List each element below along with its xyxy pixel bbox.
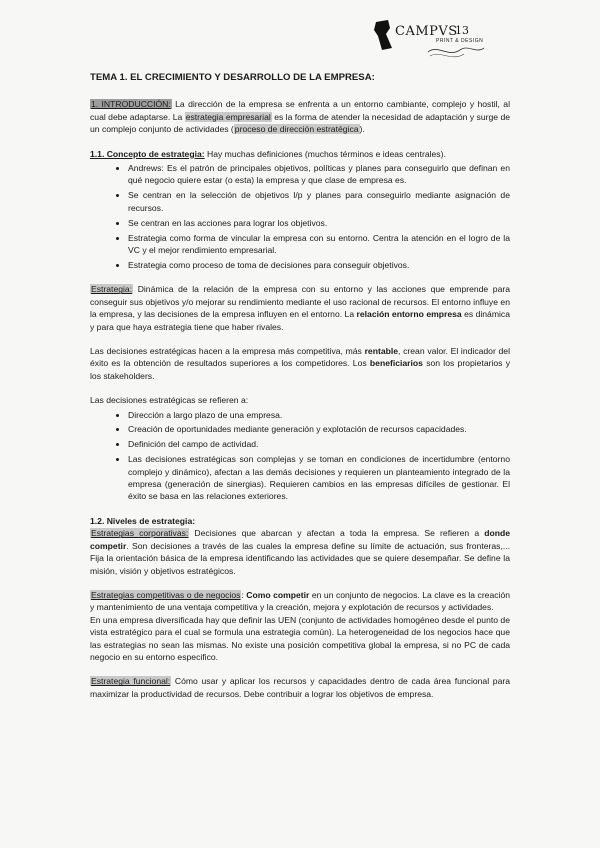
list-item: • Andrews: Es el patrón de principales objetivos, políticas y planes para conseguirlo que definan en qué negocio quiere estar (o esta) la empresa y que clase de empresa es. [128,162,510,187]
intro-text-3: ). [359,124,365,135]
competitive-section [90,589,510,663]
competitive-paragraph [90,589,510,614]
list-item: • Se centran en la selección de objetivos l/p y planes para conseguirlo mediante asignación de recursos. [128,189,510,214]
list-item: • Dirección a largo plazo de una empresa. [128,409,510,421]
functional-label: Estrategia funcional: [91,676,171,687]
functional-paragraph [90,675,510,700]
concept-list [90,162,510,271]
corporate-bold: donde competir [90,528,510,551]
competitive-paragraph-2: En una empresa diversificada hay que definir las UEN (conjunto de actividades homogéneo desde el punto de vista estratégico para el cual se formula una estrategia común). La heterogeneidad de los negocios hace que las estrategias no sean las mismas. No existe una posición competitiva global la empresa, si no PC de cada negocio en su entorno especifico. [90,614,510,662]
competitive-bold: Como competir [246,589,310,600]
definition-bold: relación entorno empresa [356,309,462,320]
definition-text-2: es dinámica y para que haya estrategia tiene que haber rivales. [90,309,510,332]
list-item: • Creación de oportunidades mediante generación y explotación de recursos capacidades. [128,423,510,435]
corporate-text: Decisiones que abarcan y afectan a toda la empresa. Se refieren a [189,528,485,539]
decisions-text: Las decisiones estratégicas hacen a la empresa más competitiva, más [90,345,365,356]
list-item: • Las decisiones estratégicas son complejas y se toman en condiciones de incertidumbre (entorno complejo y dinámico), afectan a las demás decisiones y requieren un planteamiento integrado de la empresa (generación de sinergias). Requieren cambios en las empresas difíciles de gestionar. El éxito se basa en las relaciones exteriores. [128,453,510,503]
definition-text: Dinámica de la relación de la empresa con su entorno y las acciones que emprende para conseguir sus objetivos y/o mejorar su rendimiento mediante el uso racional de recursos. El entorno influye en la empresa, y las decisiones de la empresa influyen en el entorno. La [90,284,510,320]
decisions-refer-intro: Las decisiones estratégicas se refieren a: [90,395,249,406]
corporate-label: Estrategias corporativas: [91,528,189,539]
swirl-ornament [428,48,484,53]
intro-text-2: es la forma de atender la necesidad de adaptación y surge de un complejo conjunto de actividades ( [90,111,511,135]
corporate-paragraph [90,527,510,577]
competitive-text: en un conjunto de negocios. La clave es la creación y mantenimiento de una ventaja competitiva y la creación, mejora y explotación de recursos y actividades. [90,589,511,613]
list-item: • Estrategia como forma de vincular la empresa con su entorno. Centra la atención en el logro de la VC y el mejor rendimiento empresarial. [128,232,510,257]
decisions-bold: rentable [364,345,399,356]
document-body [90,72,510,712]
section-label: 1.1. Concepto de estrategia: [90,148,205,159]
page-title: TEMA 1. EL CRECIMIENTO Y DESARROLLO DE LA EMPRESA: [90,72,375,83]
list-item: • Definición del campo de actividad. [128,438,510,450]
logo-brand: CAMPVS [395,24,458,39]
decisions-refer-section [90,394,510,503]
section-label: 1.2. Niveles de estrategia: [90,515,196,526]
functional-text: Cómo usar y aplicar los recursos y capacidades dentro de cada área funcional para maximizar la productividad de recursos. Debe contribuir a lograr los objetivos de empresa. [90,676,510,699]
logo-subtitle: PRINT & DESIGN [436,38,484,44]
decisions-paragraph [90,345,510,382]
bottle-icon [374,20,392,50]
highlight-process: proceso de dirección estratégica [234,124,359,135]
competitive-label: Estrategias competitivas o de negocios [91,589,241,600]
definition-paragraph [90,283,510,333]
decisions-text-3: son los propietarios y los stakeholders. [90,358,510,381]
definition-label: Estrategia: [91,284,133,295]
intro-paragraph [90,98,510,135]
decisions-list [90,409,510,503]
decisions-bold-2: beneficiarios [369,358,423,369]
intro-text: La dirección de la empresa se enfrenta a un entorno cambiante, complejo y hostil, al cual debe adaptarse. La [90,99,510,122]
intro-label: 1. INTRODUCCIÓN: [91,99,171,110]
section-1-1 [90,148,510,272]
highlight-strategy: estrategia empresarial [185,111,271,122]
corporate-text-2: . Son decisiones a través de las cuales la empresa define su límite de actuación, sus fronteras,... Fija la orientación básica de la empresa identificando las actividades que se quiere desempañar. Se define la misión, visión y objetivos estratégicos. [90,540,510,576]
competitive-colon: : [241,589,247,600]
section-text: Hay muchas definiciones (muchos términos e ideas centrales). [204,148,446,159]
list-item: • Se centran en las acciones para lograr los objetivos. [128,217,510,229]
section-1-2 [90,515,510,577]
logo-number: 13 [455,24,469,37]
decisions-text-2: , crean valor. El indicador del éxito es la obtención de resultados superiores a los competidores. Los [90,345,510,369]
list-item: • Estrategia como proceso de toma de decisiones para conseguir objetivos. [128,259,510,271]
